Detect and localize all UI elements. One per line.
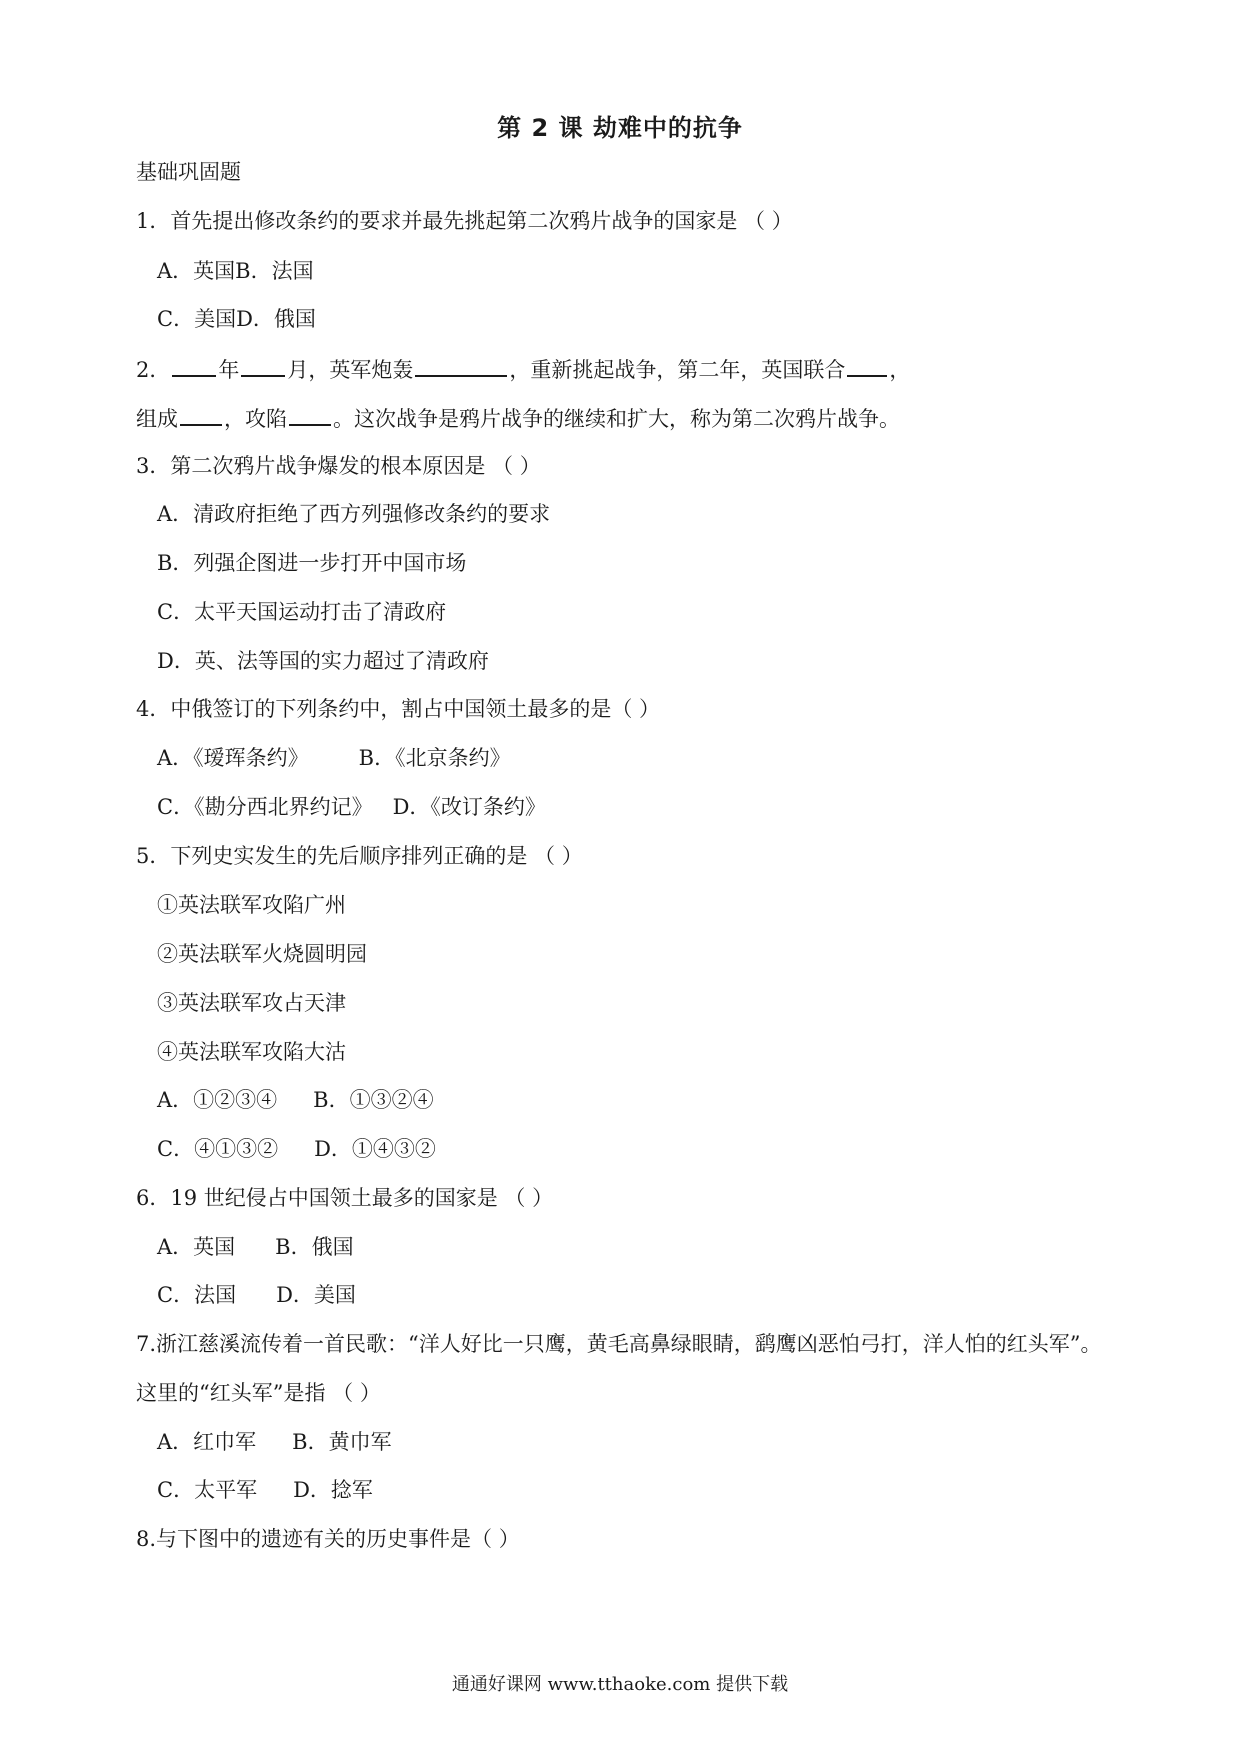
q5-option-b: B．①③②④ [313, 1088, 434, 1112]
question-7-stem-line-2: 这里的“红头军”是指 （ ） [136, 1381, 381, 1405]
q1-option-d: D．俄国 [236, 307, 316, 331]
question-5-options-ab [157, 1085, 434, 1115]
q1-option-b: B．法国 [235, 259, 314, 283]
question-5-stem: 5．下列史实发生的先后顺序排列正确的是 （ ） [136, 844, 583, 868]
q3-option-a: A．清政府拒绝了西方列强修改条约的要求 [157, 502, 551, 526]
q3-option-d: D．英、法等国的实力超过了清政府 [157, 649, 489, 673]
question-1-options-cd [157, 304, 316, 334]
q1-option-a: A．英国 [157, 259, 236, 283]
q2-blank-ally [847, 353, 887, 377]
q5-item-1: ①英法联军攻陷广州 [157, 893, 346, 917]
question-4-options-cd [157, 792, 546, 822]
q7-option-c: C．太平军 [157, 1478, 258, 1502]
question-2-line-1: 2． 年 月，英军炮轰 ，重新挑起战争，第二年，英国联合 ， [136, 353, 910, 385]
q5-item-3: ③英法联军攻占天津 [157, 991, 346, 1015]
q6-option-d: D．美国 [276, 1283, 356, 1307]
q4-option-d: D．《改订条约》 [392, 795, 546, 819]
question-4-options-ab [157, 743, 511, 773]
q5-option-d: D．①④③② [314, 1137, 436, 1161]
q7-option-d: D．捻军 [293, 1478, 373, 1502]
q7-option-b: B．黄巾军 [292, 1430, 392, 1454]
q2-blank-city [289, 402, 331, 426]
q2-blank-place [415, 353, 507, 377]
q6-option-c: C．法国 [157, 1283, 237, 1307]
q5-item-4: ④英法联军攻陷大沽 [157, 1040, 346, 1064]
q1-option-c: C．美国 [157, 307, 237, 331]
question-8-stem: 8.与下图中的遗迹有关的历史事件是（ ） [136, 1527, 520, 1551]
question-6-options-ab [157, 1232, 354, 1262]
q4-option-c: C．《勘分西北界约记》 [157, 795, 373, 819]
question-1-options-ab [157, 256, 314, 286]
q4-option-a: A．《瑷珲条约》 [157, 746, 309, 770]
q6-option-b: B．俄国 [275, 1235, 354, 1259]
q2-blank-month [241, 353, 285, 377]
q5-option-a: A．①②③④ [157, 1088, 278, 1112]
q2-blank-year [172, 353, 216, 377]
section-heading: 基础巩固题 [136, 160, 241, 184]
question-6-stem: 6．19 世纪侵占中国领土最多的国家是 （ ） [136, 1186, 554, 1210]
q6-option-a: A．英国 [157, 1235, 236, 1259]
page-footer: 通通好课网 www.tthaoke.com 提供下载 [451, 1674, 789, 1695]
question-5-options-cd [157, 1134, 436, 1164]
question-3-stem: 3．第二次鸦片战争爆发的根本原因是 （ ） [136, 454, 541, 478]
q7-option-a: A．红巾军 [157, 1430, 257, 1454]
question-7-stem-line-1: 7.浙江慈溪流传着一首民歌：“洋人好比一只鹰，黄毛高鼻绿眼睛，鹞鹰凶恶怕弓打，洋人怕的红头军”。 [136, 1332, 1102, 1356]
q2-blank-army [180, 402, 222, 426]
q3-option-c: C．太平天国运动打击了清政府 [157, 600, 447, 624]
question-7-options-cd [157, 1475, 373, 1505]
q5-option-c: C．④①③② [157, 1137, 279, 1161]
q5-item-2: ②英法联军火烧圆明园 [157, 942, 367, 966]
q4-option-b: B．《北京条约》 [358, 746, 511, 770]
question-7-options-ab [157, 1427, 392, 1457]
question-4-stem: 4．中俄签订的下列条约中，割占中国领土最多的是（ ） [136, 697, 661, 721]
page-title: 第 2 课 劫难中的抗争 [497, 114, 743, 142]
question-2-line-2: 组成 ，攻陷 。这次战争是鸦片战争的继续和扩大，称为第二次鸦片战争。 [136, 402, 900, 434]
question-6-options-cd [157, 1280, 356, 1310]
question-1-stem: 1．首先提出修改条约的要求并最先挑起第二次鸦片战争的国家是 （ ） [136, 209, 793, 233]
q3-option-b: B．列强企图进一步打开中国市场 [157, 551, 467, 575]
